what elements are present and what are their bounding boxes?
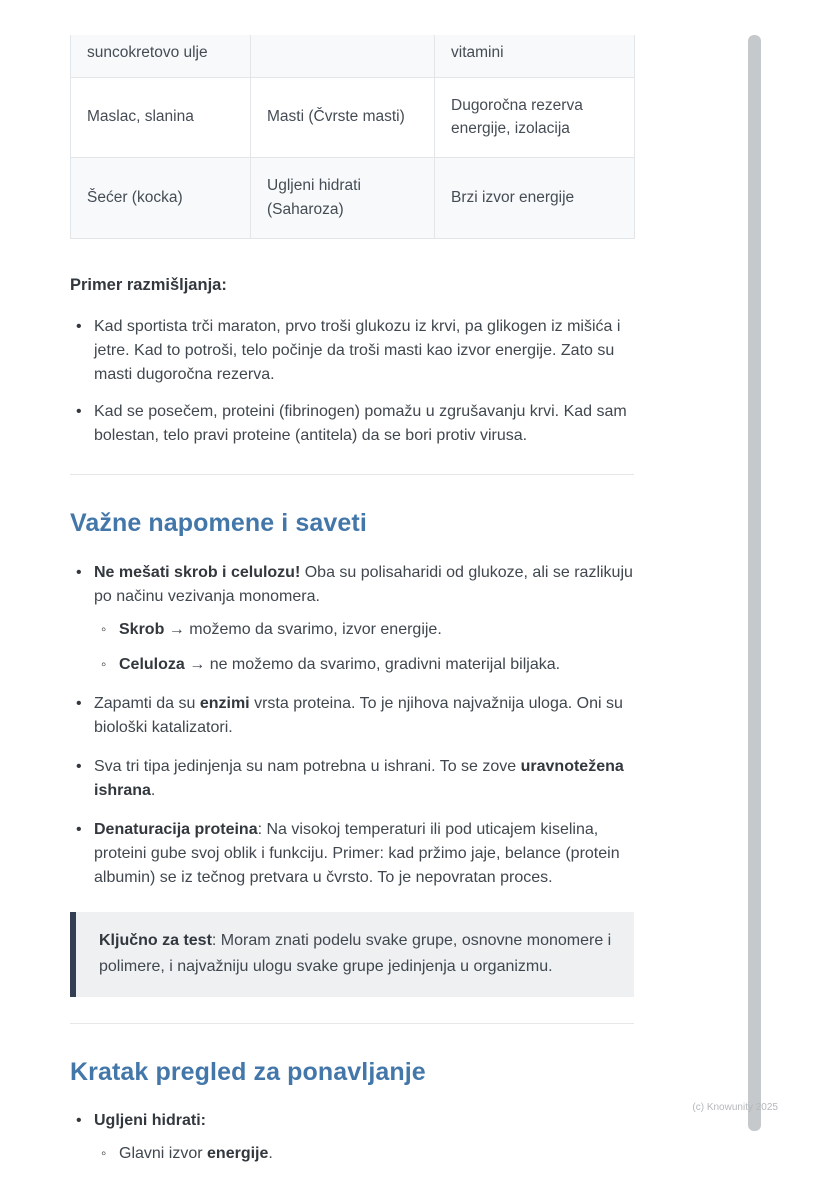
- list-item-text: .: [268, 1145, 273, 1163]
- thinking-example-list: [70, 315, 634, 448]
- review-list: [70, 1109, 634, 1166]
- divider: [70, 474, 634, 475]
- cell-function: Brzi izvor energije: [435, 157, 635, 238]
- list-item: [70, 315, 634, 387]
- sub-list-item: [94, 653, 634, 677]
- list-item: [70, 755, 634, 803]
- thinking-example-title: Primer razmišljanja:: [70, 275, 227, 294]
- list-item-bold: uravnotežena ishrana: [94, 757, 624, 799]
- sub-list: [94, 618, 634, 677]
- cell-function: Dugoročna rezerva energije, izolacija: [435, 77, 635, 157]
- cell-food: Šećer (kocka): [71, 157, 251, 238]
- list-item-text: Kad sportista trči maraton, prvo troši glukozu iz krvi, pa glikogen iz mišića i jetre. Kad to potroši, telo počinje da troši masti kao izvor energije. Zato su masti dugoročna rezerva.: [94, 318, 621, 384]
- list-item: [70, 818, 634, 890]
- notes-list: [70, 561, 634, 890]
- list-item-bold: Skrob: [119, 620, 165, 638]
- table-row: [71, 157, 635, 238]
- food-groups-table: [70, 35, 635, 239]
- list-item-bold: Denaturacija proteina: [94, 820, 258, 838]
- list-item-text: Oba su polisaharidi od glukoze, ali se razlikuju po načinu vezivanja monomera.: [94, 563, 633, 605]
- list-item-text: Glavni izvor: [119, 1145, 208, 1163]
- knowunity-watermark: (c) Knowunity 2025: [692, 1102, 778, 1113]
- list-item-text: → možemo da svarimo, izvor energije.: [164, 620, 442, 638]
- sub-list-item: [94, 1142, 634, 1166]
- list-item: [70, 400, 634, 448]
- cell-group: Ugljeni hidrati (Saharoza): [251, 157, 435, 238]
- list-item-bold: enzimi: [199, 694, 250, 712]
- callout-text: : Moram znati podelu svake grupe, osnovne monomere i polimere, i najvažniju ulogu svake grupe jedinjenja u organizmu.: [99, 931, 612, 976]
- table-row: [71, 77, 635, 157]
- list-item-bold: energije: [207, 1145, 269, 1163]
- list-item-bold: Ne mešati skrob i celulozu!: [94, 563, 301, 581]
- list-item-text: Zapamti da su: [94, 694, 200, 712]
- key-for-test-callout: [70, 912, 634, 997]
- list-item: [70, 692, 634, 740]
- sub-list-item: [94, 618, 634, 642]
- cell-group: [251, 35, 435, 77]
- document-content: [70, 35, 634, 1179]
- table-row: [71, 35, 635, 77]
- list-item-text: → ne možemo da svarimo, gradivni materijal biljaka.: [184, 655, 561, 673]
- section-heading-review: Kratak pregled za ponavljanje: [70, 1057, 426, 1086]
- divider: [70, 1023, 634, 1024]
- cell-group: Masti (Čvrste masti): [251, 77, 435, 157]
- list-item-text: Kad se posečem, proteini (fibrinogen) pomažu u zgrušavanju krvi. Kad sam bolestan, telo pravi proteine (antitela) da se bori protiv virusa.: [94, 403, 627, 445]
- list-item-text: : Na visokoj temperaturi ili pod uticajem kiselina, proteini gube svoj oblik i funkciju. Primer: kad pržimo jaje, belance (protein albumin) se iz tečnog pretvara u čvrsto. To je nepovratan proces.: [94, 820, 620, 886]
- list-item-text: vrsta proteina. To je njihova najvažnija uloga. Oni su biološki katalizatori.: [94, 694, 623, 736]
- cell-food: suncokretovo ulje: [71, 35, 251, 77]
- scrollbar[interactable]: [748, 35, 761, 1131]
- cell-food: Maslac, slanina: [71, 77, 251, 157]
- callout-bold: Ključno za test: [99, 931, 212, 949]
- section-heading-notes: Važne napomene i saveti: [70, 509, 367, 538]
- cell-function: vitamini: [435, 35, 635, 77]
- list-item: [70, 561, 634, 677]
- list-item-text: Sva tri tipa jedinjenja su nam potrebna u ishrani. To se zove: [94, 757, 521, 775]
- list-item-bold: Celuloza: [119, 655, 185, 673]
- list-item-bold: Ugljeni hidrati:: [94, 1112, 206, 1130]
- list-item: [70, 1109, 634, 1166]
- sub-list: [94, 1142, 634, 1166]
- list-item-text: .: [150, 781, 156, 799]
